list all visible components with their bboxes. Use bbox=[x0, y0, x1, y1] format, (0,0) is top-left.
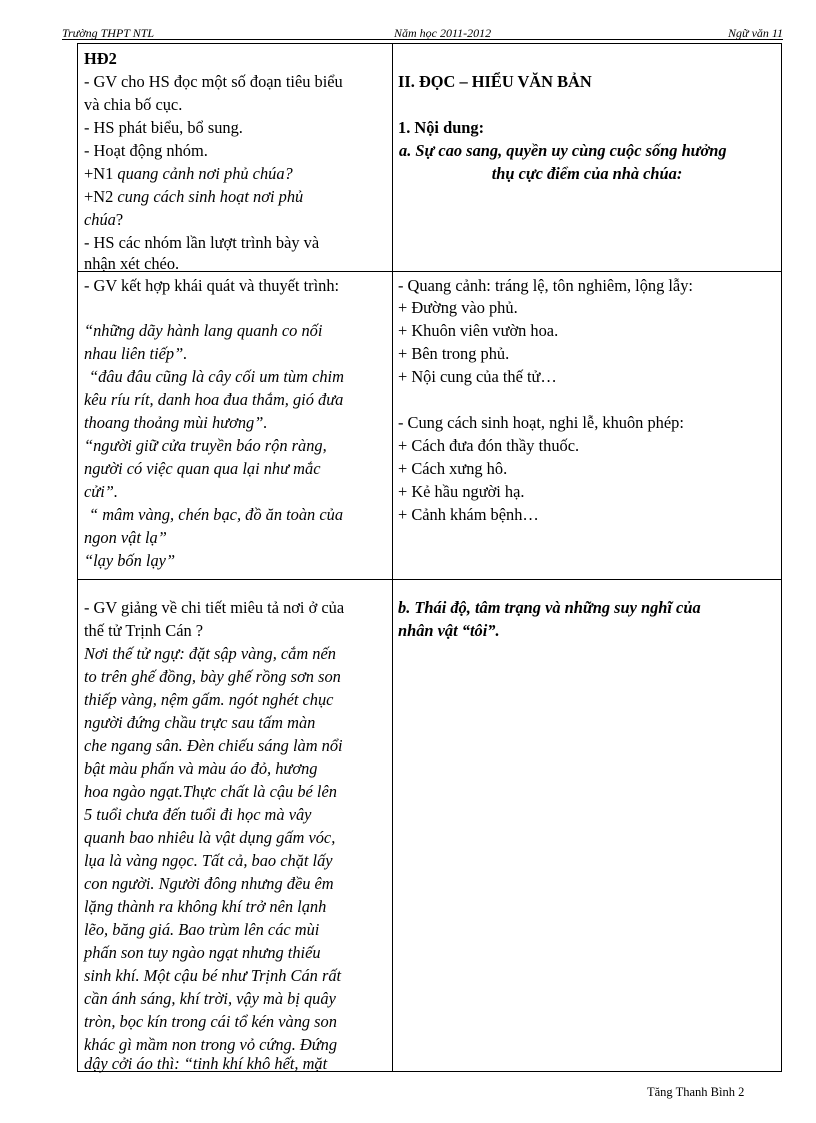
left-line: nhận xét chéo. bbox=[84, 254, 180, 273]
group-task-n1 bbox=[84, 162, 293, 185]
quote-line: người có việc quan qua lại như mắc bbox=[84, 459, 321, 478]
row-divider-2 bbox=[78, 579, 781, 580]
quote-line: ngon vật lạ” bbox=[84, 528, 167, 547]
column-divider bbox=[392, 44, 393, 1071]
left-line: - GV kết hợp khái quát và thuyết trình: bbox=[84, 276, 340, 295]
quote-line: “ mâm vàng, chén bạc, đồ ăn toàn của bbox=[89, 505, 344, 524]
group-task-n2 bbox=[84, 185, 303, 208]
right-list-item: + Nội cung của thế tử… bbox=[398, 367, 557, 386]
quote-line: “lạy bốn lạy” bbox=[84, 551, 176, 570]
right-list-item: + Bên trong phủ. bbox=[398, 344, 510, 363]
point-a-heading: a. Sự cao sang, quyền uy cùng cuộc sống hưởng bbox=[399, 141, 727, 160]
header-year: Năm học 2011-2012 bbox=[394, 26, 492, 40]
paragraph-line: người đứng chầu trực sau tấm màn bbox=[84, 713, 316, 732]
activity-label: HĐ2 bbox=[84, 49, 117, 68]
point-b-heading: b. Thái độ, tâm trạng và những suy nghĩ của bbox=[398, 598, 701, 617]
right-line: - Quang cảnh: tráng lệ, tôn nghiêm, lộng lẫy: bbox=[398, 276, 693, 295]
left-line: - HS các nhóm lần lượt trình bày và bbox=[84, 233, 320, 252]
paragraph-line: con người. Người đông nhưng đều êm bbox=[84, 874, 334, 893]
quote-line: cửi”. bbox=[84, 482, 118, 501]
paragraph-line: dậy cởi áo thì: “tinh khí khô hết, mặt bbox=[84, 1054, 328, 1073]
paragraph-line: hoa ngào ngạt.Thực chất là cậu bé lên bbox=[84, 782, 337, 801]
question-mark: ? bbox=[115, 210, 124, 229]
left-line: - Hoạt động nhóm. bbox=[84, 141, 208, 160]
right-list-item: + Kẻ hầu người hạ. bbox=[398, 482, 525, 501]
paragraph-line: lặng thành ra không khí trở nên lạnh bbox=[84, 897, 327, 916]
group-task-text: quang cảnh nơi phủ chúa? bbox=[117, 164, 293, 183]
left-line: - HS phát biểu, bổ sung. bbox=[84, 118, 243, 137]
group-task-text: chúa bbox=[84, 210, 116, 229]
paragraph-line: che ngang sân. Đèn chiếu sáng làm nổi bbox=[84, 736, 343, 755]
point-b-heading-cont: nhân vật “tôi”. bbox=[398, 621, 500, 640]
group-task-text: cung cách sinh hoạt nơi phủ bbox=[117, 187, 304, 206]
right-list-item: + Khuôn viên vườn hoa. bbox=[398, 321, 559, 340]
point-a-heading-cont: thụ cực điểm của nhà chúa: bbox=[491, 164, 683, 183]
quote-line: “đâu đâu cũng là cây cối um tùm chim bbox=[89, 367, 344, 386]
paragraph-line: tròn, bọc kín trong cái tổ kén vàng son bbox=[84, 1012, 337, 1031]
paragraph-line: to trên ghế đồng, bày ghế rồng sơn son bbox=[84, 667, 341, 686]
left-line: và chia bố cục. bbox=[84, 95, 183, 114]
section-heading: II. ĐỌC – HIỂU VĂN BẢN bbox=[398, 72, 592, 91]
paragraph-line: sinh khí. Một cậu bé như Trịnh Cán rất bbox=[84, 966, 342, 985]
right-list-item: + Đường vào phủ. bbox=[398, 298, 518, 317]
right-list-item: + Cảnh khám bệnh… bbox=[398, 505, 539, 524]
right-line: - Cung cách sinh hoạt, nghi lễ, khuôn phép: bbox=[398, 413, 684, 432]
left-line: - GV cho HS đọc một số đoạn tiêu biểu bbox=[84, 72, 343, 91]
quote-line: “người giữ cửa truyền báo rộn ràng, bbox=[84, 436, 327, 455]
lesson-table bbox=[77, 43, 782, 1072]
left-line: - GV giảng về chi tiết miêu tả nơi ở của bbox=[84, 598, 345, 617]
header-divider bbox=[62, 39, 783, 40]
paragraph-line: khác gì mầm non trong vỏ cứng. Đứng bbox=[84, 1035, 338, 1054]
header-school: Trường THPT NTL bbox=[62, 26, 155, 40]
quote-line: nhau liên tiếp”. bbox=[84, 344, 188, 363]
group-task-n2-cont bbox=[84, 208, 123, 231]
paragraph-line: Nơi thế tử ngự: đặt sập vàng, cắm nến bbox=[84, 644, 336, 663]
left-line: thế tử Trịnh Cán ? bbox=[84, 621, 204, 640]
page-footer: Tăng Thanh Bình 2 bbox=[647, 1085, 745, 1099]
paragraph-line: cần ánh sáng, khí trời, vậy mà bị quây bbox=[84, 989, 336, 1008]
paragraph-line: phấn son tuy ngào ngạt nhưng thiếu bbox=[84, 943, 321, 962]
paragraph-line: lụa là vàng ngọc. Tất cả, bao chặt lấy bbox=[84, 851, 333, 870]
quote-line: “những dãy hành lang quanh co nối bbox=[84, 321, 323, 340]
right-list-item: + Cách đưa đón thầy thuốc. bbox=[398, 436, 580, 455]
group-label: +N1 bbox=[84, 164, 118, 183]
quote-line: kêu ríu rít, danh hoa đua thắm, gió đưa bbox=[84, 390, 344, 409]
row-divider-1 bbox=[78, 271, 781, 272]
header-subject: Ngữ văn 11 bbox=[728, 26, 783, 40]
paragraph-line: 5 tuổi chưa đến tuổi đi học mà vây bbox=[84, 805, 312, 824]
right-list-item: + Cách xưng hô. bbox=[398, 459, 508, 478]
group-label: +N2 bbox=[84, 187, 118, 206]
subsection-heading: 1. Nội dung: bbox=[398, 118, 485, 137]
paragraph-line: quanh bao nhiêu là vật dụng gấm vóc, bbox=[84, 828, 336, 847]
paragraph-line: bật màu phấn và màu áo đỏ, hương bbox=[84, 759, 318, 778]
paragraph-line: lẽo, băng giá. Bao trùm lên các mùi bbox=[84, 920, 320, 939]
paragraph-line: thiếp vàng, nệm gấm. ngót nghét chục bbox=[84, 690, 334, 709]
quote-line: thoang thoảng mùi hương”. bbox=[84, 413, 268, 432]
